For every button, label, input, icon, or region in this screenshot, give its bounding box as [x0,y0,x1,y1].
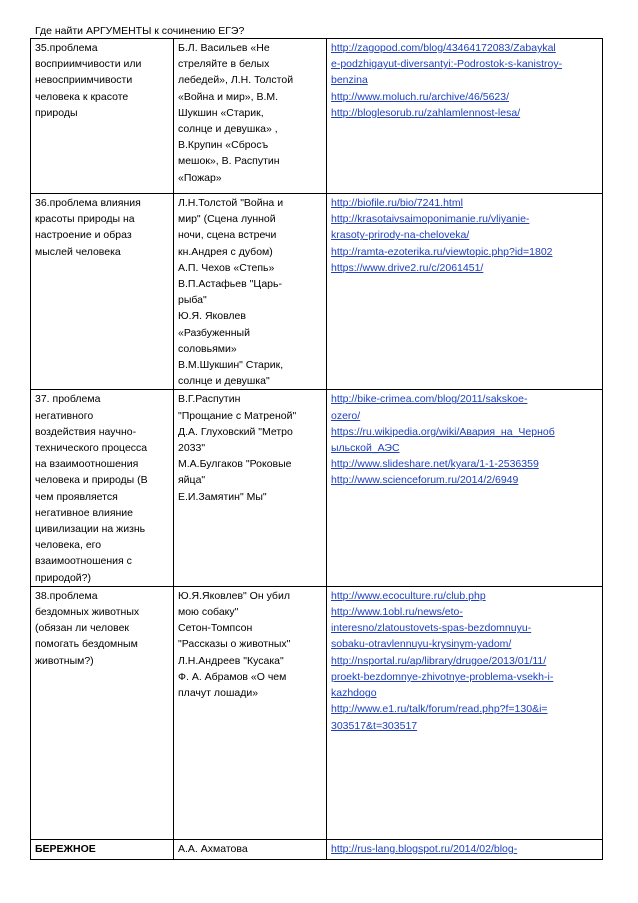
reference-link[interactable]: http://biofile.ru/bio/7241.html [331,197,463,209]
cell-text-line: человека и природы (В [35,474,148,487]
problem-cell [31,586,174,839]
cell-text-line: красоты природы на [35,213,135,226]
cell-text-line: невосприимчивости [35,74,133,87]
works-cell [174,194,327,390]
cell-text-line: яйца" [178,474,206,487]
links-cell [327,39,603,194]
works-cell [174,839,327,859]
cell-text-line: 37. проблема [35,393,101,406]
works-cell [174,39,327,194]
works-cell [174,586,327,839]
cell-text-line: технического процесса [35,442,148,455]
cell-text-line: соловьями» [178,342,237,355]
cell-text-line: настроение и образ [35,229,132,242]
cell-text-line: Сетон-Томпсон [178,622,253,635]
cell-text-line: человека, его [35,539,102,552]
cell-text-line: взаимоотношения с [35,555,132,568]
cell-text-line: В.Г.Распутин [178,393,241,406]
reference-link[interactable]: kazhdogo [331,687,377,700]
cell-text-line: Б.Л. Васильев «Не [178,42,270,54]
cell-text-line: В.П.Астафьев "Царь- [178,278,282,291]
problem-cell [31,39,174,194]
cell-text-line: "Рассказы о животных" [178,638,291,651]
cell-text-line: воздействия научно- [35,425,137,438]
cell-text-line: помогать бездомным [35,638,138,651]
reference-link[interactable]: ozero/ [331,409,361,422]
links-cell [327,586,603,839]
reference-link[interactable]: http://www.slideshare.net/kyara/1-1-2536359 [331,458,539,471]
cell-text-line: 38.проблема [35,589,98,602]
reference-link[interactable]: http://bike-crimea.com/blog/2011/sakskoe- [331,393,528,406]
cell-text-line: цивилизации на жизнь [35,523,146,536]
cell-text-line: 36.проблема влияния [35,197,141,209]
cell-text-line: мою собаку" [178,606,239,619]
table-row [31,839,603,859]
cell-text-line: на взаимоотношения [35,458,139,471]
cell-text-line: кн.Андрея с дубом) [178,245,273,258]
reference-link[interactable]: proekt-bezdomnye-zhivotnye-problema-vsekh-i- [331,670,554,683]
cell-text-line: Ю.Я. Яковлев [178,310,246,323]
problem-cell [31,194,174,390]
cell-text-line: рыба" [178,294,207,307]
reference-link[interactable]: benzina [331,74,368,87]
cell-text-line: В.М.Шукшин" Старик, [178,359,284,372]
problem-cell [31,390,174,586]
reference-link[interactable]: http://www.1obl.ru/news/eto- [331,606,463,619]
cell-text-line: А.А. Ахматова [178,842,248,855]
cell-text-line: «Пожар» [178,171,222,184]
reference-link[interactable]: http://rus-lang.blogspot.ru/2014/02/blog- [331,842,518,855]
links-cell [327,839,603,859]
reference-link[interactable]: https://ru.wikipedia.org/wiki/Авария_на_Черноб [331,425,555,438]
cell-text-line: человека к красоте [35,90,129,103]
reference-link[interactable]: http://bloglesorub.ru/zahlamlennost-lesa/ [331,106,521,119]
links-cell [327,194,603,390]
cell-text-line: Е.И.Замятин" Мы" [178,490,267,503]
reference-link[interactable]: https://www.drive2.ru/c/2061451/ [331,261,484,274]
cell-text-line: «Разбуженный [178,326,250,339]
page-title: Где найти АРГУМЕНТЫ к сочинению ЕГЭ? [35,25,245,37]
cell-text-line: стреляйте в белых [178,58,270,71]
reference-link[interactable]: http://www.moluch.ru/archive/46/5623/ [331,90,510,103]
reference-link[interactable]: http://www.ecoculture.ru/club.php [331,589,486,602]
cell-text-line: негативное влияние [35,506,134,519]
cell-text-line: восприимчивости или [35,58,142,71]
reference-link[interactable]: krasoty-prirody-na-cheloveka/ [331,229,470,242]
reference-link[interactable]: ыльской_АЭС [331,442,400,455]
arguments-table [30,38,603,860]
cell-text-line: А.П. Чехов «Степь» [178,261,275,274]
table-row [31,39,603,194]
links-cell [327,390,603,586]
cell-text-line: М.А.Булгаков "Роковые [178,458,292,471]
reference-link[interactable]: 303517&t=303517 [331,719,418,732]
cell-text-line: Шукшин «Старик, [178,106,264,119]
cell-text-line: В.Крупин «Сбросъ [178,139,269,152]
table-row [31,586,603,839]
cell-text-line: Л.Н.Толстой "Война и [178,197,284,209]
reference-link[interactable]: http://ramta-ezoterika.ru/viewtopic.php?id=1802 [331,245,553,258]
cell-text-line: Ф. А. Абрамов «О чем [178,670,287,683]
cell-text-line: плачут лошади» [178,687,259,700]
reference-link[interactable]: http://www.scienceforum.ru/2014/2/6949 [331,474,519,487]
cell-text-line: Л.Н.Андреев "Кусака" [178,654,284,667]
cell-text-line: "Прощание с Матрeной" [178,409,297,422]
table-row [31,194,603,390]
table-row [31,390,603,586]
reference-link[interactable]: interesno/zlatoustovets-spas-bezdomnuyu- [331,622,532,635]
reference-link[interactable]: e-podzhigayut-diversantyi:-Podrostok-s-kanistroy- [331,58,563,71]
reference-link[interactable]: http://krasotaivsaimoponimanie.ru/vliyanie- [331,213,530,226]
cell-text-line: БЕРЕЖНОЕ [35,842,96,855]
cell-text-line: 2033" [178,442,206,455]
cell-text-line: солнце и девушка" [178,375,270,388]
reference-link[interactable]: sobaku-otravlennuyu-krysinym-yadom/ [331,638,512,651]
cell-text-line: мыслей человека [35,245,121,258]
cell-text-line: животным?) [35,654,94,667]
cell-text-line: солнце и девушка» , [178,123,278,136]
problem-cell [31,839,174,859]
cell-text-line: природой?) [35,571,92,584]
cell-text-line: 35.проблема [35,42,98,54]
cell-text-line: чем проявляется [35,490,118,503]
reference-link[interactable]: http://www.e1.ru/talk/forum/read.php?f=130&i= [331,703,548,716]
cell-text-line: лебедей», Л.Н. Толстой [178,74,294,87]
cell-text-line: природы [35,106,78,119]
cell-text-line: негативного [35,409,94,422]
works-cell [174,390,327,586]
reference-link[interactable]: http://zagopod.com/blog/43464172083/Zabaykal [331,42,556,54]
cell-text-line: Ю.Я.Яковлев" Он убил [178,589,290,602]
cell-text-line: Д.А. Глуховский "Метро [178,425,293,438]
cell-text-line: бездомных животных [35,606,140,619]
cell-text-line: (обязан ли человек [35,622,130,635]
cell-text-line: «Война и мир», В.М. [178,90,279,103]
cell-text-line: мешок», В. Распутин [178,155,280,168]
cell-text-line: мир" (Сцена лунной [178,213,276,226]
cell-text-line: ночи, сцена встречи [178,229,277,242]
reference-link[interactable]: http://nsportal.ru/ap/library/drugoe/2013/01/11/ [331,654,547,667]
